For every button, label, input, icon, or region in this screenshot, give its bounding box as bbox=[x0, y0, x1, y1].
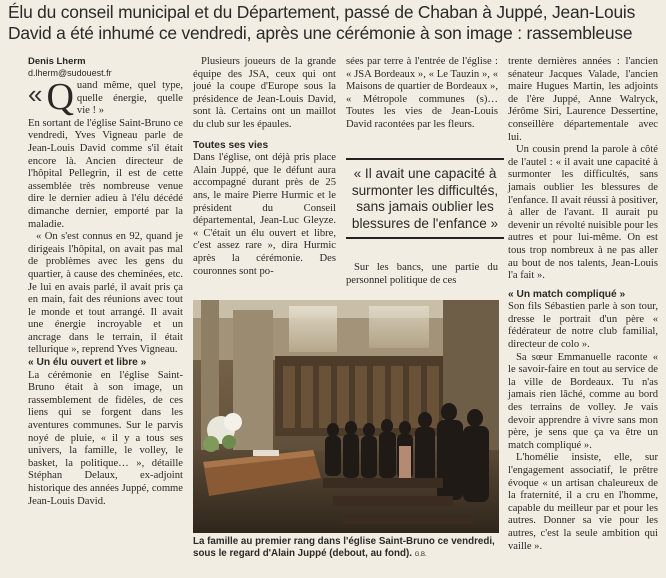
photo-credit: G.B. bbox=[414, 552, 427, 558]
column-3-continued bbox=[346, 262, 498, 287]
drop-cap: Q bbox=[46, 76, 74, 118]
church-ceremony-photo bbox=[193, 300, 499, 533]
column-2 bbox=[193, 56, 336, 278]
intro-paragraph bbox=[28, 76, 183, 118]
paragraph: trente dernières années : l'ancien sénateur Jacques Valade, l'ancien maire Hugues Martin, les adjoints de l'ère Juppé, Anne Walryck, Jérôme Siri, Laurence Dessertine, conseillère départementale avec lui. bbox=[508, 56, 658, 143]
paragraph: sées par terre à l'entrée de l'église : « JSA Bordeaux », « Le Tauzin », « Maisons de quartier de Bordeaux », « Métropole communes (s)… Toutes les vies de Jean-Louis David racontées par les fleurs. bbox=[346, 56, 498, 130]
pull-quote: « Il avait une capacité à surmonter les difficultés, sans jamais oublier les blessures de l'enfance » bbox=[346, 158, 504, 239]
paragraph: En sortant de l'église Saint-Bruno ce vendredi, Yves Vigneau parle de Jean-Louis David comme s'il était encore là. Ancien directeur de l'hôpital Pellegrin, il est de cette assemblée très nombreuse venue dire le dernier adieu à l'élu décédé dimanche dernier, emporté par la maladie. bbox=[28, 117, 183, 230]
paragraph: Dans l'église, ont déjà pris place Alain Juppé, que le défunt aura accompagné durant près de 25 ans, le maire Pierre Hurmic et le président du Conseil départemental, Jean-Luc Gleyze. « C'était un élu ouvert et libre, c'est assez rare », dira Hurmic après la cérémonie. Des couronnes sont po- bbox=[193, 152, 336, 277]
byline-email[interactable]: d.lherm@sudouest.fr bbox=[28, 68, 112, 78]
column-3 bbox=[346, 56, 498, 132]
opening-quote-mark: « bbox=[28, 79, 43, 109]
paragraph: La cérémonie en l'église Saint-Bruno était à son image, un rassemblement de fidèles, de ces liens qui se forgent dans les aventures communes. Sur le parvis noyé de pluie, « il y a tous ses univers, la famille, le volley, le basket, la politique… », détaille Stéphan Delaux, ex-adjoint historique des années Juppé, comme Jean-Louis David. bbox=[28, 369, 183, 507]
byline-author: Denis Lherm bbox=[28, 56, 86, 67]
section-subhead: « Un match compliqué » bbox=[508, 288, 626, 300]
paragraph: Sa sœur Emmanuelle raconte « le savoir-faire en tout au service de la ville de Bordeaux. Tu n'as jamais rien lâché, comme au bord des terrains de volley. Je vais devoir apprendre à vivre sans mon père, je sens que ça va être un match compliqué ». bbox=[508, 351, 658, 451]
paragraph: Un cousin prend la parole à côté de l'autel : « il avait une capacité à surmonter les difficultés, sans jamais oublier les blessures de l'enfance. Il avait réussi à positiver, à aller de l'avant. Il aurait pu devenir un révolté nuisible pour les autres et pour lui-même. On est tous trop nombreux à ne pas aller au bout de nos talents, Jean-Louis l'a fait ». bbox=[508, 144, 658, 282]
paragraph: Plusieurs joueurs de la grande équipe des JSA, ceux qui ont joué la coupe d'Europe sous la présidence de Jean-Louis David, sont là. Certains ont un maillot du club sur les épaules. bbox=[193, 56, 336, 130]
section-subhead: Toutes ses vies bbox=[193, 139, 269, 151]
column-4 bbox=[508, 56, 658, 553]
paragraph: « On s'est connus en 92, quand je dirigeais l'hôpital, on avait pas mal de problèmes avec les gens du quartier, à cause des cheminées, etc. Je lui en avais parlé, il avait pris ça en main, fait des réunions avec tout le monde et tout arrangé. Il avait une énergie incroyable et un ancrage dans le terrain, il était tellurique », reprend Yves Vigneau. bbox=[28, 231, 183, 356]
article-headline: Élu du conseil municipal et du Département, passé de Chaban à Juppé, Jean-Louis David a été inhumé ce vendredi, après une cérémonie à son image : rassembleuse bbox=[8, 2, 636, 43]
paragraph: Son fils Sébastien parle à son tour, dresse le portrait d'un père « fédérateur de notre club familial, directeur de colo ». bbox=[508, 301, 658, 351]
column-1 bbox=[28, 76, 183, 508]
intro-lead: uand même, quel type, quelle énergie, quelle vie ! » bbox=[76, 80, 183, 117]
paragraph: Sur les bancs, une partie du personnel politique de ces bbox=[346, 262, 498, 286]
paragraph: L'homélie insiste, elle, sur l'engagement associatif, le prêtre évoque « un artisan chaleureux de la fraternité, il a cru en l'homme, capable du meilleur par et pour les autres. Donner sa vie pour les autres, c'est la seule ambition qui vaille ». bbox=[508, 452, 658, 552]
photo-illustration bbox=[193, 300, 499, 533]
section-subhead: « Un élu ouvert et libre » bbox=[28, 357, 147, 369]
photo-caption bbox=[193, 536, 499, 561]
caption-text: La famille au premier rang dans l'église Saint-Bruno ce vendredi, sous le regard d'Alain Juppé (debout, au fond). bbox=[193, 536, 495, 559]
